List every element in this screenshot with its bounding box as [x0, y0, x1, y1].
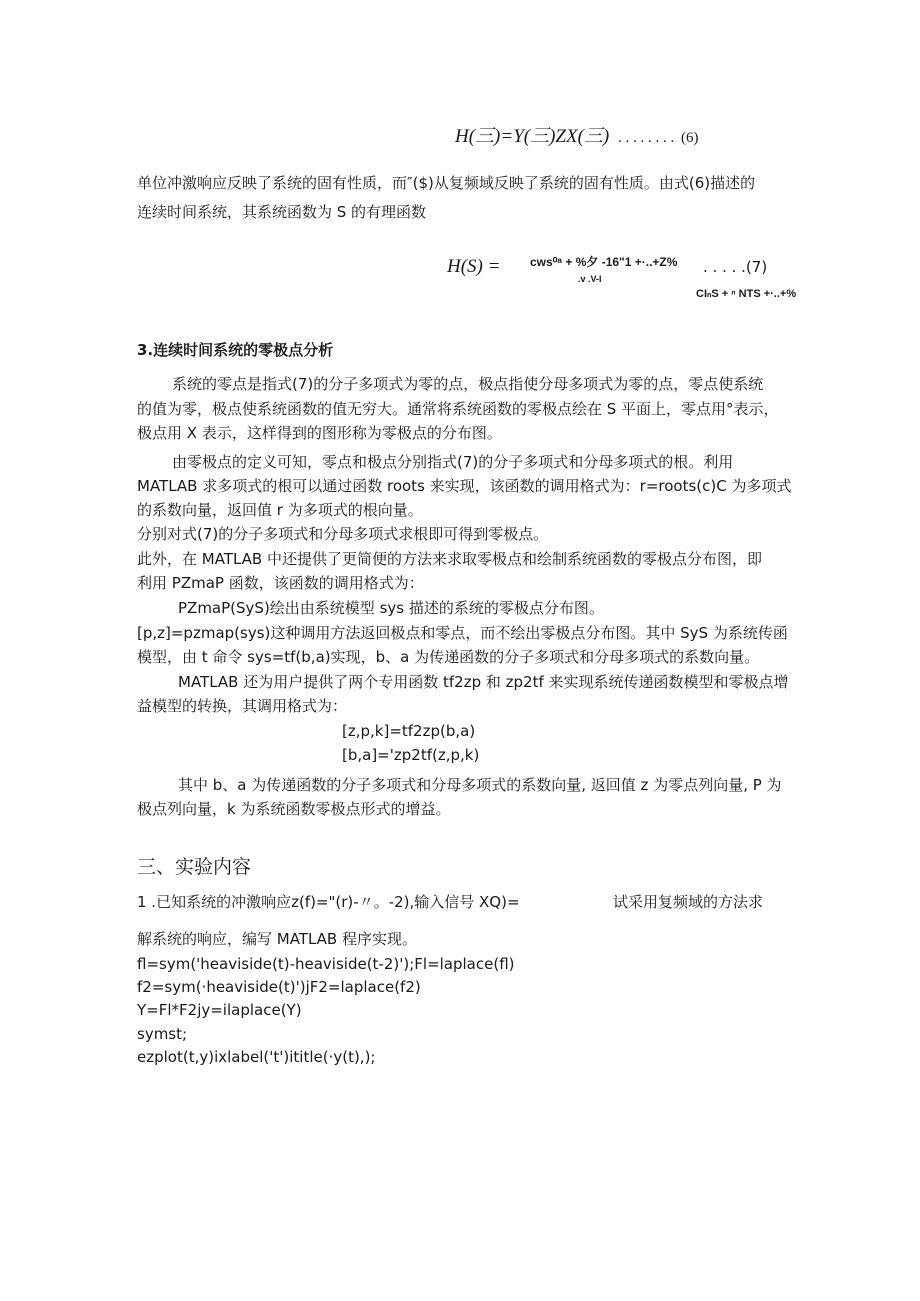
section-3-para2-line3: 的系数向量，返回值 r 为多项式的根向量。	[137, 501, 423, 519]
section-3-para1-line3: 极点用 X 表示，这样得到的图形称为零极点的分布图。	[137, 424, 502, 442]
section-3-para2-line2: MATLAB 求多项式的根可以通过函数 roots 来实现，该函数的调用格式为：r=roots(c)C 为多项式	[137, 477, 792, 495]
exercise-1-text-line2: 解系统的响应，编写 MATLAB 程序实现。	[137, 930, 417, 948]
section-3-para1-line2: 的值为零，极点使系统函数的值无穷大。通常将系统函数的零极点绘在 S 平面上，零点用°表示，	[137, 400, 779, 418]
section-3-para2-line9: 模型，由 t 命令 sys=tf(b,a)实现，b、a 为传递函数的分子多项式和分母多项式的系数向量。	[137, 648, 760, 666]
section-3-para2-line6: 利用 PZmaP 函数，该函数的调用格式为：	[137, 574, 424, 592]
intro-line-2: 连续时间系统，其系统函数为 S 的有理函数	[137, 203, 427, 221]
section-3-para1-line1: 系统的零点是指式(7)的分子多项式为零的点，极点指使分母多项式为零的点，零点使系统	[172, 375, 764, 393]
code-line-2: f2=sym(·heaviside(t)')jF2=laplace(f2)	[137, 978, 421, 996]
section-3-para2-line10: MATLAB 还为用户提供了两个专用函数 tf2zp 和 zp2tf 来实现系统传递函数模型和零极点增	[178, 673, 789, 691]
section-3-para2-line5: 此外，在 MATLAB 中还提供了更简便的方法来求取零极点和绘制系统函数的零极点分布图，即	[137, 550, 762, 568]
equation-7-number: (7)	[745, 258, 768, 276]
exercise-1-text: 1 .已知系统的冲激响应z(f)="(r)-〃。-2),输入信号 XQ)=	[137, 893, 520, 911]
exercise-1-text-tail: 试采用复频域的方法求	[613, 893, 764, 911]
equation-6-number: (6)	[681, 130, 699, 146]
section-3-para2-line8: [p,z]=pzmap(sys)这种调用方法返回极点和零点，而不绘出零极点分布图。其中 SyS 为系统传函	[137, 624, 788, 642]
equation-6-expression: H(三)=Y(三)ZX(三)	[455, 126, 610, 147]
equation-7-lhs: H(S) =	[447, 256, 501, 277]
section-3-para2-line11: 益模型的转换，其调用格式为：	[137, 697, 348, 715]
code-line-4: symst;	[137, 1025, 188, 1043]
section-3-para2-line7: PZmaP(SyS)绘出由系统模型 sys 描述的系统的零极点分布图。	[178, 599, 604, 617]
zp2tf-syntax: [b,a]='zp2tf(z,p,k)	[342, 746, 480, 764]
equation-6-dots: . . . . . . . .	[618, 130, 675, 146]
equation-7-numerator: cws⁰ᵃ + %夕 -16"1 +·..+Z%	[530, 255, 678, 269]
equation-7-dots: . . . . .(7)	[703, 258, 768, 276]
section-3-para2-line4: 分别对式(7)的分子多项式和分母多项式求根即可得到零极点。	[137, 525, 549, 543]
section-3-para2-line14: 其中 b、a 为传递函数的分子多项式和分母多项式的系数向量, 返回值 z 为零点列向量, P 为	[178, 776, 782, 794]
equation-7-denominator: CIₙS + ⁿ NTS +·..+%	[696, 288, 797, 300]
tf2zp-syntax: [z,p,k]=tf2zp(b,a)	[342, 722, 476, 740]
code-line-5: ezplot(t,y)ixlabel('t')ititle(·y(t),);	[137, 1048, 376, 1066]
equation-6	[455, 121, 699, 148]
section-3-heading: 3.连续时间系统的零极点分析	[137, 341, 334, 359]
section-3-para2-line1: 由零极点的定义可知，零点和极点分别指式(7)的分子多项式和分母多项式的根。利用	[172, 453, 734, 471]
equation-7-numerator-subscripts: .v .V-I	[578, 274, 602, 284]
code-line-3: Y=Fl*F2jy=ilaplace(Y)	[137, 1001, 302, 1019]
experiment-content-heading: 三、实验内容	[137, 856, 252, 878]
intro-line-1: 单位冲激响应反映了系统的固有性质，而″($)从复频域反映了系统的固有性质。由式(6)描述的	[137, 174, 756, 192]
code-line-1: fl=sym('heaviside(t)-heaviside(t-2)');Fl=laplace(fl)	[137, 955, 515, 973]
section-3-para2-line15: 极点列向量，k 为系统函数零极点形式的增益。	[137, 800, 451, 818]
